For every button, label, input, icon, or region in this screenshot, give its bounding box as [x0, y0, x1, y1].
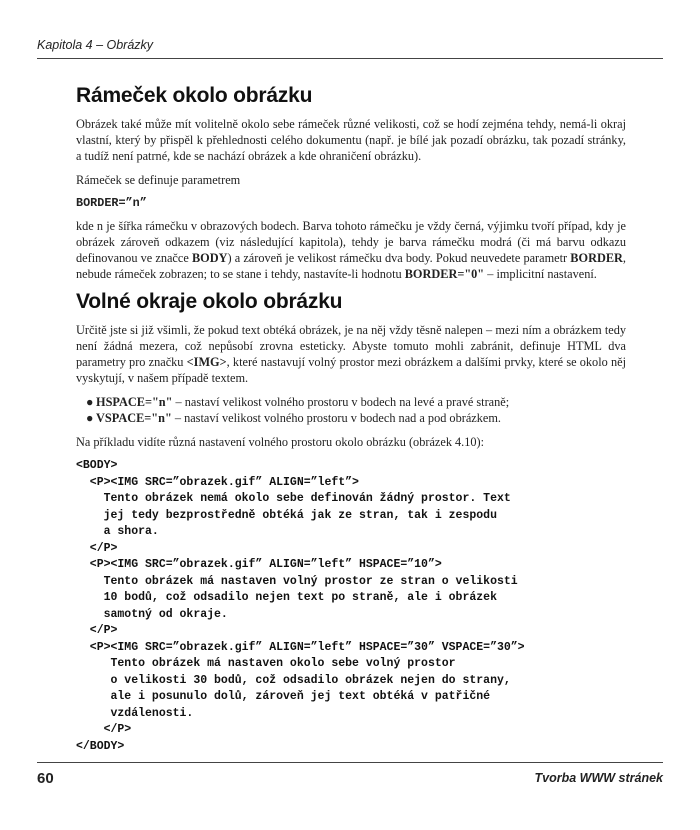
code-line: samotný od okraje.: [76, 607, 228, 621]
code-line: <P><IMG SRC=”obrazek.gif” ALIGN=”left”>: [76, 475, 359, 489]
code-line: </P>: [76, 723, 132, 736]
section-title-spacing: Volné okraje okolo obrázku: [76, 290, 343, 313]
bullet-icon: ●: [86, 395, 94, 409]
paragraph-spacing-intro: Určitě jste si již všimli, že pokud text obtéká obrázek, je na něj vždy těsně nalepen – mezi ním a obrázkem tedy není žádná mezera, což nepůsobí zrovna esteticky. Abyste tomuto mohli zabránit, definuje HTML dva parametry pro značku <IMG>, které nastavují volný prostor mezi obrázkem a dalšími prvky, které se okolo něj vyskytují, v našem případě textem.: [76, 323, 626, 385]
code-line: vzdálenosti.: [76, 706, 194, 720]
header-rule: [37, 58, 663, 59]
code-line: ale i posunulo dolů, zároveň jej text obtéká v patřičné: [76, 690, 491, 703]
code-border-param: BORDER=”n”: [76, 196, 147, 210]
code-example: [76, 458, 626, 755]
section-title-border: Rámeček okolo obrázku: [76, 84, 313, 107]
code-line: <BODY>: [76, 459, 118, 472]
paragraph-border-intro: Obrázek také může mít volitelně okolo sebe rámeček různé velikosti, což se hodí zejména tehdy, nemá-li okraj vlastní, který by přispěl k přehlednosti celého dokumentu (např. je bílé jak pozadí obrázku, tak pozadí stránky, a tudíž není patrné, kde se nachází obrázek a kde ohraničení obrázku).: [76, 117, 626, 163]
code-line: jej tedy bezprostředně obtéká jak ze stran, tak i zespodu: [76, 508, 497, 522]
page-content: [76, 84, 626, 755]
page-number: 60: [37, 770, 54, 787]
running-header: Kapitola 4 – Obrázky: [37, 38, 154, 52]
paragraph-border-details: kde n je šířka rámečku v obrazových bodech. Barva tohoto rámečku je vždy černá, výjimku tvoří případ, kdy je obrázek zároveň odkazem (viz následující kapitola), tehdy je barva rámečku modrá (či má barvu odkazu definovanou ve značce BODY) a zároveň je velikost rámečku dva body. Pokud neuvedete parametr BORDER, nebude rámeček zobrazen; to se stane i tehdy, nastavíte-li hodnotu BORDER="0" – implicitní nastavení.: [76, 219, 626, 281]
code-line: </BODY>: [76, 739, 125, 753]
code-line: Tento obrázek má nastaven volný prostor ze stran o velikosti: [76, 574, 518, 588]
parameter-list: [76, 394, 626, 426]
list-item: ● HSPACE="n" – nastaví velikost volného prostoru v bodech na levé a pravé straně;: [86, 395, 510, 409]
code-line: 10 bodů, což odsadilo nejen text po straně, ale i obrázek: [76, 591, 497, 604]
code-line: Tento obrázek má nastaven okolo sebe volný prostor: [76, 657, 456, 670]
code-line: <P><IMG SRC=”obrazek.gif” ALIGN=”left” HSPACE=”30” VSPACE=”30”>: [76, 640, 525, 654]
bullet-icon: ●: [86, 411, 94, 425]
code-line: <P><IMG SRC=”obrazek.gif” ALIGN=”left” HSPACE=”10”>: [76, 558, 442, 571]
footer-rule: [37, 762, 663, 763]
paragraph-example-intro: Na příkladu vidíte různá nastavení volného prostoru okolo obrázku (obrázek 4.10):: [76, 435, 485, 449]
book-title: Tvorba WWW stránek: [534, 771, 663, 785]
paragraph-border-param: Rámeček se definuje parametrem: [76, 173, 241, 187]
code-line: </P>: [76, 624, 118, 637]
code-line: </P>: [76, 541, 118, 555]
code-line: a shora.: [76, 525, 159, 538]
code-line: Tento obrázek nemá okolo sebe definován žádný prostor. Text: [76, 492, 511, 505]
list-item: ● VSPACE="n" – nastaví velikost volného prostoru v bodech nad a pod obrázkem.: [86, 411, 501, 425]
code-line: o velikosti 30 bodů, což odsadilo obrázek nejen do strany,: [76, 673, 511, 687]
